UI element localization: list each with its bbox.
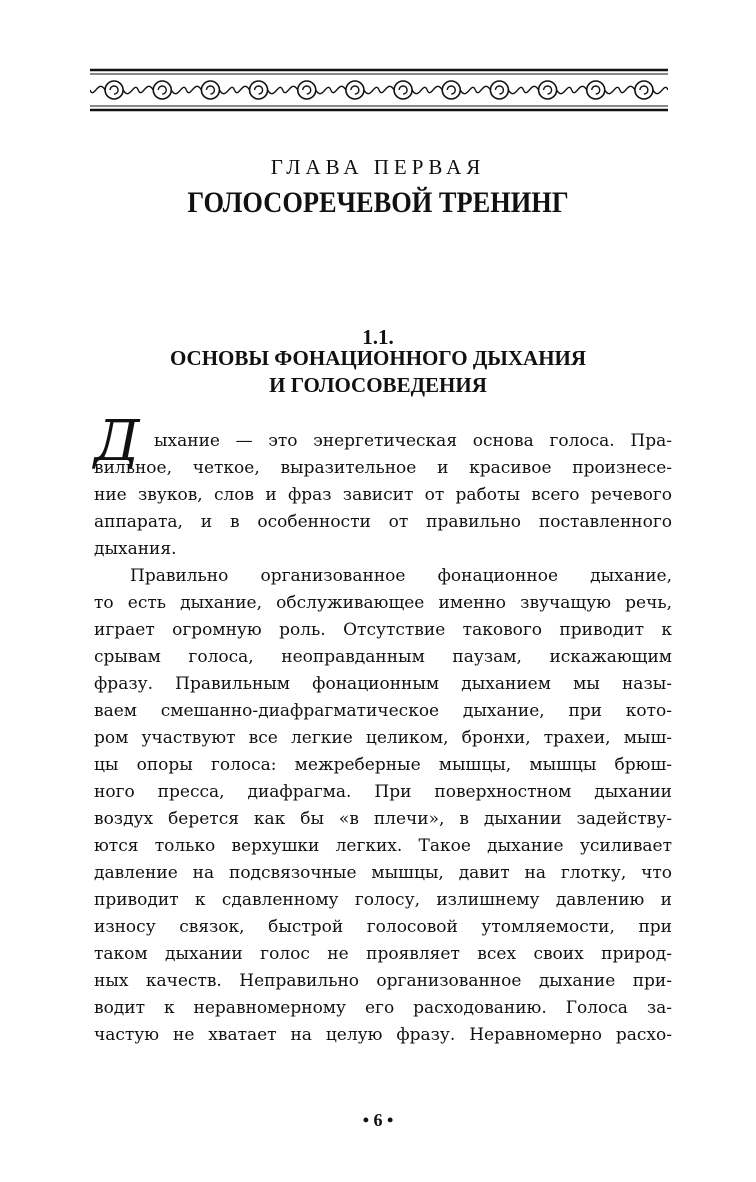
- section-title: [0, 345, 756, 399]
- section-title-line-2: И ГОЛОСОВЕДЕНИЯ: [269, 373, 487, 397]
- chapter-title: ГОЛОСОРЕЧЕВОЙ ТРЕНИНГ: [187, 186, 569, 219]
- text-line: цы опоры голоса: межреберные мышцы, мышцы брюш-: [94, 755, 672, 775]
- page-number: • 6 •: [362, 1110, 394, 1130]
- section-title-line-1: ОСНОВЫ ФОНАЦИОННОГО ДЫХАНИЯ: [169, 346, 587, 370]
- paragraph-1: [94, 409, 672, 563]
- text-line: ных качеств. Неправильно организованное дыхание при-: [94, 971, 672, 991]
- text-line: Правильно организованное фонационное дыхание,: [130, 566, 672, 586]
- text-line: ются только верхушки легких. Такое дыхание усиливает: [94, 836, 672, 856]
- text-line: ние звуков, слов и фраз зависит от работы всего речевого: [94, 485, 672, 505]
- text-line: фразу. Правильным фонационным дыханием мы назы-: [94, 674, 672, 694]
- text-line: играет огромную роль. Отсутствие такового приводит к: [94, 620, 672, 640]
- text-line: воздух берется как бы «в плечи», в дыхании задейству-: [94, 809, 672, 829]
- text-line: вильное, четкое, выразительное и красивое произнесе-: [94, 458, 672, 478]
- text-line: дыхания.: [94, 539, 177, 559]
- text-line: ыхание — это энергетическая основа голоса. Пра-: [154, 431, 672, 451]
- body-text: [94, 409, 672, 1049]
- text-line: ваем смешанно-диафрагматическое дыхание, при кото-: [94, 701, 672, 721]
- text-line: срывам голоса, неоправданным паузам, искажающим: [94, 647, 672, 667]
- text-line: аппарата, и в особенности от правильно поставленного: [94, 512, 672, 532]
- text-line: частую не хватает на целую фразу. Неравномерно расхо-: [94, 1025, 672, 1045]
- section-number: 1.1.: [362, 325, 394, 349]
- text-line: то есть дыхание, обслуживающее именно звучащую речь,: [94, 593, 672, 613]
- text-line: ром участвуют все легкие целиком, бронхи, трахеи, мыш-: [94, 728, 672, 748]
- text-line: износу связок, быстрой голосовой утомляемости, при: [94, 917, 672, 937]
- text-line: приводит к сдавленному голосу, излишнему давлению и: [94, 890, 672, 910]
- text-line: водит к неравномерному его расходованию. Голоса за-: [94, 998, 672, 1018]
- text-line: таком дыхании голос не проявляет всех своих природ-: [94, 944, 672, 964]
- paragraph-2: [94, 563, 672, 1049]
- drop-cap: Д: [94, 409, 140, 474]
- text-line: давление на подсвязочные мышцы, давит на глотку, что: [94, 863, 672, 883]
- text-line: ного пресса, диафрагма. При поверхностном дыхании: [94, 782, 672, 802]
- decorative-border-ornament: [90, 68, 668, 112]
- chapter-label: ГЛАВА ПЕРВАЯ: [270, 155, 486, 179]
